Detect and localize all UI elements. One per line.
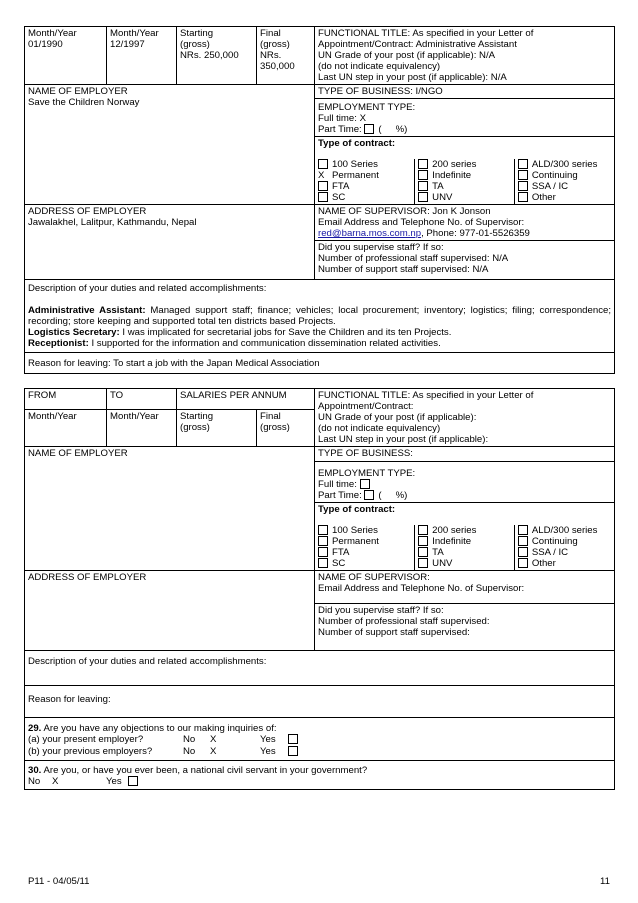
final-salary-cell: Final (gross) NRs. 350,000 bbox=[257, 27, 315, 85]
to-cell: Month/Year 12/1997 bbox=[107, 27, 177, 85]
contract-checkbox[interactable] bbox=[518, 547, 528, 557]
functional-title-cell: FUNCTIONAL TITLE: As specified in your Letter of Appointment/Contract: UN Grade of your post (if applicable): (do not indicate equivalency) Last UN step in your post (if applicable): bbox=[315, 389, 615, 447]
contract-checkbox[interactable] bbox=[418, 192, 428, 202]
contract-checkbox[interactable] bbox=[418, 547, 428, 557]
employer-name-cell: NAME OF EMPLOYER Save the Children Norway bbox=[25, 85, 315, 205]
contract-type-cell: Type of contract: 100 Series X Permanent FTA SC 200 series Indefinite TA UNV ALD/300 series Continuing SSA / IC Other bbox=[315, 137, 615, 205]
contract-col-1: 100 Series Permanent FTA SC bbox=[315, 525, 415, 570]
contract-checkbox[interactable] bbox=[418, 170, 428, 180]
employer-address-cell: ADDRESS OF EMPLOYER bbox=[25, 571, 315, 651]
supervise-staff-cell: Did you supervise staff? If so: Number of professional staff supervised: N/A Number of support staff supervised: N/A bbox=[315, 241, 615, 280]
to-date: 12/1997 bbox=[110, 39, 145, 50]
contract-checkbox[interactable] bbox=[318, 181, 328, 191]
contract-type-cell: Type of contract: 100 Series Permanent FTA SC 200 series Indefinite TA UNV ALD/300 series Continuing SSA / IC Other bbox=[315, 503, 615, 571]
q29b-yes-checkbox[interactable] bbox=[288, 746, 298, 756]
contract-checkbox[interactable] bbox=[518, 525, 528, 535]
duties-cell: Description of your duties and related accomplishments: Administrative Assistant: Managed support staff; finance; vehicles; local procurement; inventory; logistics; filing; correspondence; recording; store keeping and supported total ten districts based Projects. Logistics Secretary: I was implicated for secretarial jobs for Save the Children and its ten Projects. Receptionist: I supported for the information and communication dissemination related activities. bbox=[25, 280, 615, 353]
q29a-yes-checkbox[interactable] bbox=[288, 734, 298, 744]
contract-col-2: 200 series Indefinite TA UNV bbox=[415, 525, 515, 570]
functional-title-cell: FUNCTIONAL TITLE: As specified in your Letter of Appointment/Contract: Administrative Assistant UN Grade of your post (if applicable): N/A (do not indicate equivalency) Last UN step in your post (if applicable): N/A bbox=[315, 27, 615, 85]
supervisor-email-link[interactable]: red@barna.mos.com.np bbox=[318, 228, 422, 239]
page-number: 11 bbox=[600, 876, 610, 887]
employment-record-2: FROM TO SALARIES PER ANNUM FUNCTIONAL TITLE: As specified in your Letter of Appointment/Contract: UN Grade of your post (if applicable): (do not indicate equivalency) Last UN step in your post (if applicable): Month/Year Month/Year Starting (gross) Final (gross) NAME OF EMPLOYER TYPE OF BUSINESS: EMPLOYMENT TYPE: Full time: Part Time: ( %) Type of contract: 100 Series Permanent FTA SC 200 series Indefinite TA UNV ALD/300 series Continuing SSA / IC Other ADDRESS OF EMPLOYER NAME OF SUPERVISOR: Email Address and Telephone No. of Supervisor: Did you supervise staff? If so: Number of professional staff supervised: Number of support staff supervised: Description of your duties and related accomplishments: Reason for leaving: 29. Are you have any objections to our making inquiries of: (a) your present employer? No X Yes (b) your previous employers? No X Yes 30. Are you, or have you ever been, a national civil servant in your government? No X Yes bbox=[24, 388, 615, 790]
contract-checkbox[interactable] bbox=[518, 181, 528, 191]
contract-checkbox[interactable] bbox=[418, 181, 428, 191]
contract-checkbox[interactable] bbox=[418, 536, 428, 546]
from-header: FROM bbox=[25, 389, 107, 410]
contract-checkbox[interactable] bbox=[318, 536, 328, 546]
employment-type-cell: EMPLOYMENT TYPE: Full time: X Part Time: ( %) bbox=[315, 99, 615, 137]
question-29-cell: 29. Are you have any objections to our making inquiries of: (a) your present employer? No X Yes (b) your previous employers? No X Yes bbox=[25, 718, 615, 761]
duties-cell: Description of your duties and related accomplishments: bbox=[25, 651, 615, 686]
part-time-checkbox[interactable] bbox=[364, 490, 374, 500]
starting-salary-value: NRs. 250,000 bbox=[180, 50, 239, 61]
contract-checkbox[interactable] bbox=[518, 159, 528, 169]
contract-checkbox[interactable] bbox=[418, 525, 428, 535]
to-header: TO bbox=[107, 389, 177, 410]
supervisor-cell: NAME OF SUPERVISOR: Email Address and Telephone No. of Supervisor: bbox=[315, 571, 615, 604]
form-code: P11 - 04/05/11 bbox=[28, 876, 90, 887]
employment-type-cell: EMPLOYMENT TYPE: Full time: Part Time: ( %) bbox=[315, 462, 615, 503]
q30-yes-checkbox[interactable] bbox=[128, 776, 138, 786]
business-type-cell: TYPE OF BUSINESS: bbox=[315, 447, 615, 462]
supervise-staff-cell: Did you supervise staff? If so: Number of professional staff supervised: Number of support staff supervised: bbox=[315, 604, 615, 651]
p11-form-page bbox=[24, 26, 614, 790]
contract-col-3: ALD/300 series Continuing SSA / IC Other bbox=[514, 525, 614, 570]
supervisor-cell: NAME OF SUPERVISOR: Jon K Jonson Email Address and Telephone No. of Supervisor: red@barna.mos.com.np, Phone: 977-01-5526359 bbox=[315, 205, 615, 241]
contract-checkbox[interactable] bbox=[318, 547, 328, 557]
contract-checkbox[interactable] bbox=[318, 558, 328, 568]
contract-checkbox[interactable] bbox=[518, 192, 528, 202]
contract-checkbox[interactable] bbox=[318, 525, 328, 535]
contract-col-3: ALD/300 series Continuing SSA / IC Other bbox=[514, 159, 614, 204]
business-type-cell: TYPE OF BUSINESS: I/NGO bbox=[315, 85, 615, 99]
part-time-checkbox[interactable] bbox=[364, 124, 374, 134]
contract-checkbox[interactable] bbox=[518, 558, 528, 568]
employer-name-cell: NAME OF EMPLOYER bbox=[25, 447, 315, 571]
salaries-header: SALARIES PER ANNUM bbox=[177, 389, 315, 410]
question-30-cell: 30. Are you, or have you ever been, a national civil servant in your government? No X Yes bbox=[25, 761, 615, 790]
contract-col-2: 200 series Indefinite TA UNV bbox=[415, 159, 515, 204]
contract-checkbox[interactable] bbox=[318, 159, 328, 169]
contract-checkbox[interactable] bbox=[518, 536, 528, 546]
reason-for-leaving-cell: Reason for leaving: To start a job with the Japan Medical Association bbox=[25, 353, 615, 374]
starting-salary-cell: Starting (gross) NRs. 250,000 bbox=[177, 27, 257, 85]
employment-record-1 bbox=[24, 26, 615, 374]
contract-checkbox[interactable] bbox=[518, 170, 528, 180]
contract-col-1: 100 Series X Permanent FTA SC bbox=[315, 159, 415, 204]
from-cell: Month/Year 01/1990 bbox=[25, 27, 107, 85]
employer-address: Jawalakhel, Lalitpur, Kathmandu, Nepal bbox=[28, 217, 197, 228]
contract-checkbox[interactable] bbox=[318, 192, 328, 202]
reason-for-leaving-cell: Reason for leaving: bbox=[25, 686, 615, 718]
employer-name: Save the Children Norway bbox=[28, 97, 140, 108]
full-time-checkbox[interactable] bbox=[360, 479, 370, 489]
page-footer bbox=[28, 876, 610, 887]
contract-checkbox[interactable] bbox=[418, 159, 428, 169]
employer-address-cell: ADDRESS OF EMPLOYER Jawalakhel, Lalitpur, Kathmandu, Nepal bbox=[25, 205, 315, 280]
contract-checkbox[interactable] bbox=[418, 558, 428, 568]
from-date: 01/1990 bbox=[28, 39, 63, 50]
